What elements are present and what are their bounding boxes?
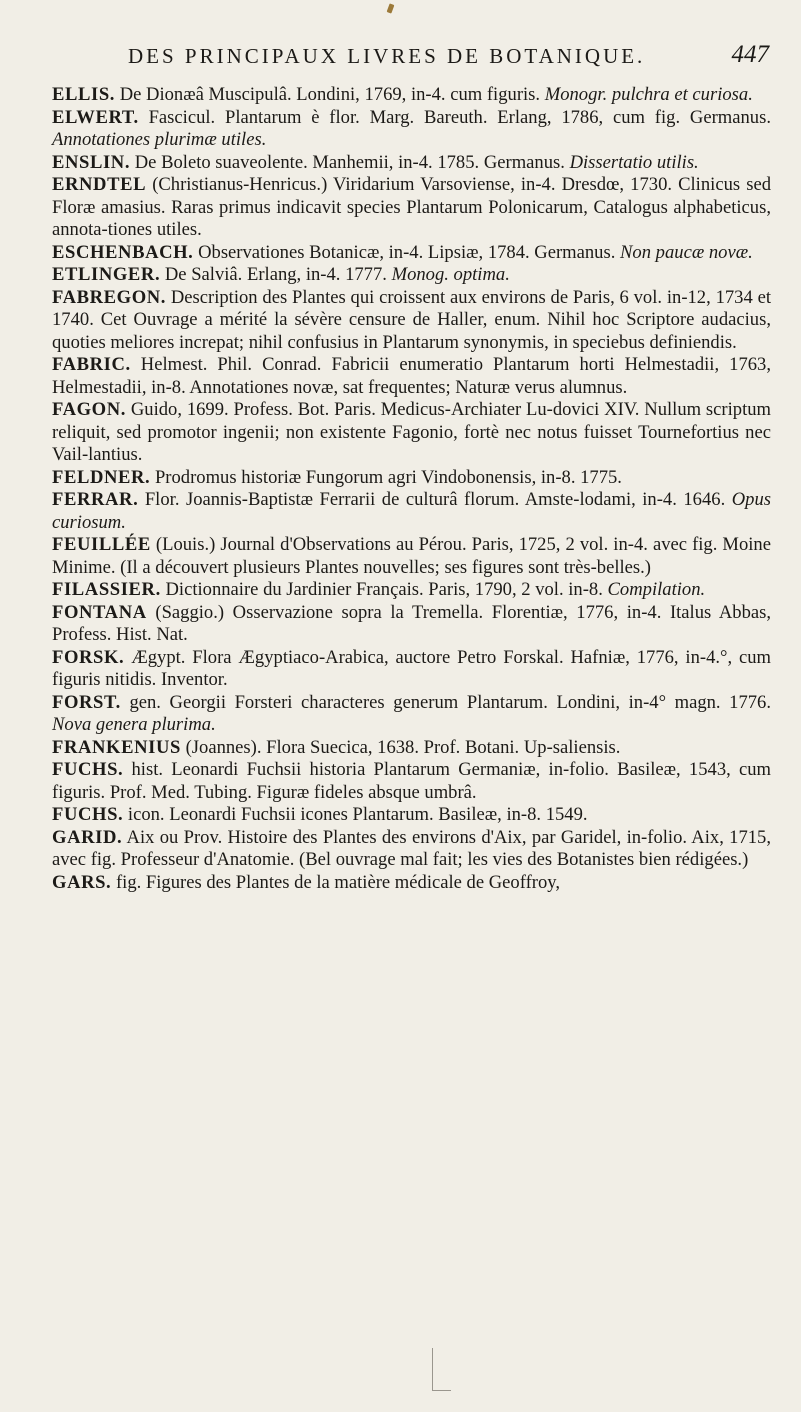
entry-forst bbox=[52, 692, 771, 737]
entry-headword: GARS. bbox=[52, 871, 112, 893]
entry-headword: ELLIS. bbox=[52, 84, 116, 105]
entry-headword: FILASSIER. bbox=[52, 579, 161, 600]
entry-frankenius bbox=[52, 737, 771, 760]
entry-body: Aix ou Prov. Histoire des Plantes des environs d'Aix, par Garidel, in-folio. Aix, 1715, avec fig. Professeur d'Anatomie. (Bel ouvrage mal fait; les vies des Botanistes bien rédigées.) bbox=[52, 826, 771, 870]
entry-headword: FRANKENIUS bbox=[52, 736, 181, 758]
entry-elwert bbox=[52, 107, 771, 152]
running-head-title: DES PRINCIPAUX LIVRES DE BOTANIQUE. bbox=[128, 44, 646, 68]
page-number: 447 bbox=[731, 41, 769, 68]
entry-erndtel bbox=[52, 174, 771, 242]
entry-note: Annotationes plurimæ utiles. bbox=[52, 129, 267, 150]
entry-fabric bbox=[52, 354, 771, 399]
entry-feldner bbox=[52, 467, 771, 490]
entry-garid bbox=[52, 827, 771, 872]
entry-body: Description des Plantes qui croissent aux environs de Paris, 6 vol. in-12, 1734 et 1740. Cet Ouvrage a mérité la sévère censure de Haller, enum. Nihil hoc Scriptore audacius, quoties meliores increpat; nihil confusius in Plantarum synonymis, in speciebus definiendis. bbox=[52, 286, 771, 353]
entry-body: fig. Figures des Plantes de la matière médicale de Geoffroy, bbox=[115, 871, 561, 893]
entry-enslin bbox=[52, 152, 771, 175]
entry-gars bbox=[52, 872, 771, 895]
entry-list bbox=[52, 84, 771, 894]
entry-headword: FONTANA bbox=[52, 601, 147, 623]
entry-body: (Louis.) Journal d'Observations au Pérou. Paris, 1725, 2 vol. in-4. avec fig. Moine Minime. (Il a découvert plusieurs Plantes nouvelles; ses figures sont très-belles.) bbox=[52, 534, 771, 578]
entry-etlinger bbox=[52, 264, 771, 287]
entry-fuchs-hist bbox=[52, 759, 771, 804]
entry-body: Observationes Botanicæ, in-4. Lipsiæ, 1784. Germanus. bbox=[198, 241, 616, 263]
entry-note: Monog. optima. bbox=[391, 264, 510, 285]
entry-headword: FORSK. bbox=[52, 646, 125, 668]
entry-feuillee bbox=[52, 534, 771, 579]
entry-body: hist. Leonardi Fuchsii historia Plantarum Germaniæ, in-folio. Basileæ, 1543, cum figuris. Prof. Med. Tubing. Figuræ fideles absque umbrâ. bbox=[52, 759, 772, 803]
entry-headword: ELWERT. bbox=[52, 106, 139, 128]
entry-headword: FORST. bbox=[52, 691, 121, 713]
entry-forsk bbox=[52, 647, 771, 692]
entry-fabregon bbox=[52, 287, 771, 355]
entry-body: Fascicul. Plantarum è flor. Marg. Bareuth. Erlang, 1786, cum fig. Germanus. bbox=[148, 106, 771, 128]
entry-filassier bbox=[52, 579, 771, 602]
running-head bbox=[128, 41, 769, 78]
entry-ellis bbox=[52, 84, 771, 107]
entry-body: De Dionæâ Muscipulâ. Londini, 1769, in-4. cum figuris. bbox=[119, 84, 541, 105]
entry-note: Monogr. pulchra et curiosa. bbox=[544, 84, 753, 105]
entry-note: Compilation. bbox=[607, 579, 706, 600]
entry-headword: FEUILLÉE bbox=[52, 534, 151, 555]
entry-note: Non paucæ novæ. bbox=[620, 241, 753, 263]
entry-note: Nova genera plurima. bbox=[52, 714, 216, 735]
entry-fontana bbox=[52, 602, 771, 647]
entry-body: De Boleto suaveolente. Manhemii, in-4. 1785. Germanus. bbox=[134, 151, 565, 173]
entry-fagon bbox=[52, 399, 771, 467]
entry-body: icon. Leonardi Fuchsii icones Plantarum. Basileæ, in-8. 1549. bbox=[127, 804, 588, 825]
entry-ferrar bbox=[52, 489, 771, 534]
entry-body: Flor. Joannis-Baptistæ Ferrarii de culturâ florum. Amste-lodami, in-4. 1646. bbox=[144, 489, 726, 510]
entry-headword: ENSLIN. bbox=[52, 151, 131, 173]
entry-body: Helmest. Phil. Conrad. Fabricii enumeratio Plantarum horti Helmestadii, 1763, Helmestadii, in-8. Annotationes novæ, sat frequentes; Naturæ verus alumnus. bbox=[52, 354, 771, 398]
entry-note: Dissertatio utilis. bbox=[569, 151, 699, 173]
entry-headword: FABREGON. bbox=[52, 286, 167, 308]
entry-headword: FELDNER. bbox=[52, 466, 151, 488]
entry-body: (Joannes). Flora Suecica, 1638. Prof. Botani. Up-saliensis. bbox=[185, 736, 621, 758]
entry-fuchs-icon bbox=[52, 804, 771, 827]
entry-body: (Christianus-Henricus.) Viridarium Varsoviense, in-4. Dresdœ, 1730. Clinicus sed Floræ amasius. Raras primus indicavit species Plantarum Polonicarum, Catalogus alphabeticus, annota-tiones utiles. bbox=[52, 174, 771, 240]
entry-body: gen. Georgii Forsteri characteres generum Plantarum. Londini, in-4° magn. 1776. bbox=[129, 691, 771, 713]
entry-body: De Salviâ. Erlang, in-4. 1777. bbox=[164, 264, 387, 285]
entry-headword: GARID. bbox=[52, 826, 123, 848]
entry-body: Prodromus historiæ Fungorum agri Vindobonensis, in-8. 1775. bbox=[154, 466, 622, 488]
entry-headword: ESCHENBACH. bbox=[52, 241, 194, 263]
entry-body: (Saggio.) Osservazione sopra la Tremella. Florentiæ, 1776, in-4. Italus Abbas, Profess. Hist. Nat. bbox=[52, 601, 772, 645]
entry-headword: ERNDTEL bbox=[52, 174, 147, 195]
margin-pencil-mark bbox=[432, 1348, 451, 1391]
entry-headword: FABRIC. bbox=[52, 354, 131, 375]
ink-mark bbox=[387, 3, 395, 13]
entry-headword: FAGON. bbox=[52, 399, 127, 420]
entry-headword: FUCHS. bbox=[52, 759, 124, 780]
entry-headword: FERRAR. bbox=[52, 489, 139, 510]
entry-note: Opus curiosum. bbox=[52, 489, 771, 533]
entry-body: Guido, 1699. Profess. Bot. Paris. Medicus-Archiater Lu-dovici XIV. Nullum scriptum reliquit, sed promotor ingenii; non existente Fagonio, fortè nec notus fuisset Tournefortius nec Vail-lantius. bbox=[52, 399, 771, 465]
entry-headword: ETLINGER. bbox=[52, 264, 161, 285]
entry-headword: FUCHS. bbox=[52, 804, 124, 825]
entry-eschenbach bbox=[52, 242, 771, 265]
entry-body: Ægypt. Flora Ægyptiaco-Arabica, auctore Petro Forskal. Hafniæ, 1776, in-4.°, cum figuris nitidis. Inventor. bbox=[52, 646, 771, 690]
entry-body: Dictionnaire du Jardinier Français. Paris, 1790, 2 vol. in-8. bbox=[165, 579, 603, 600]
